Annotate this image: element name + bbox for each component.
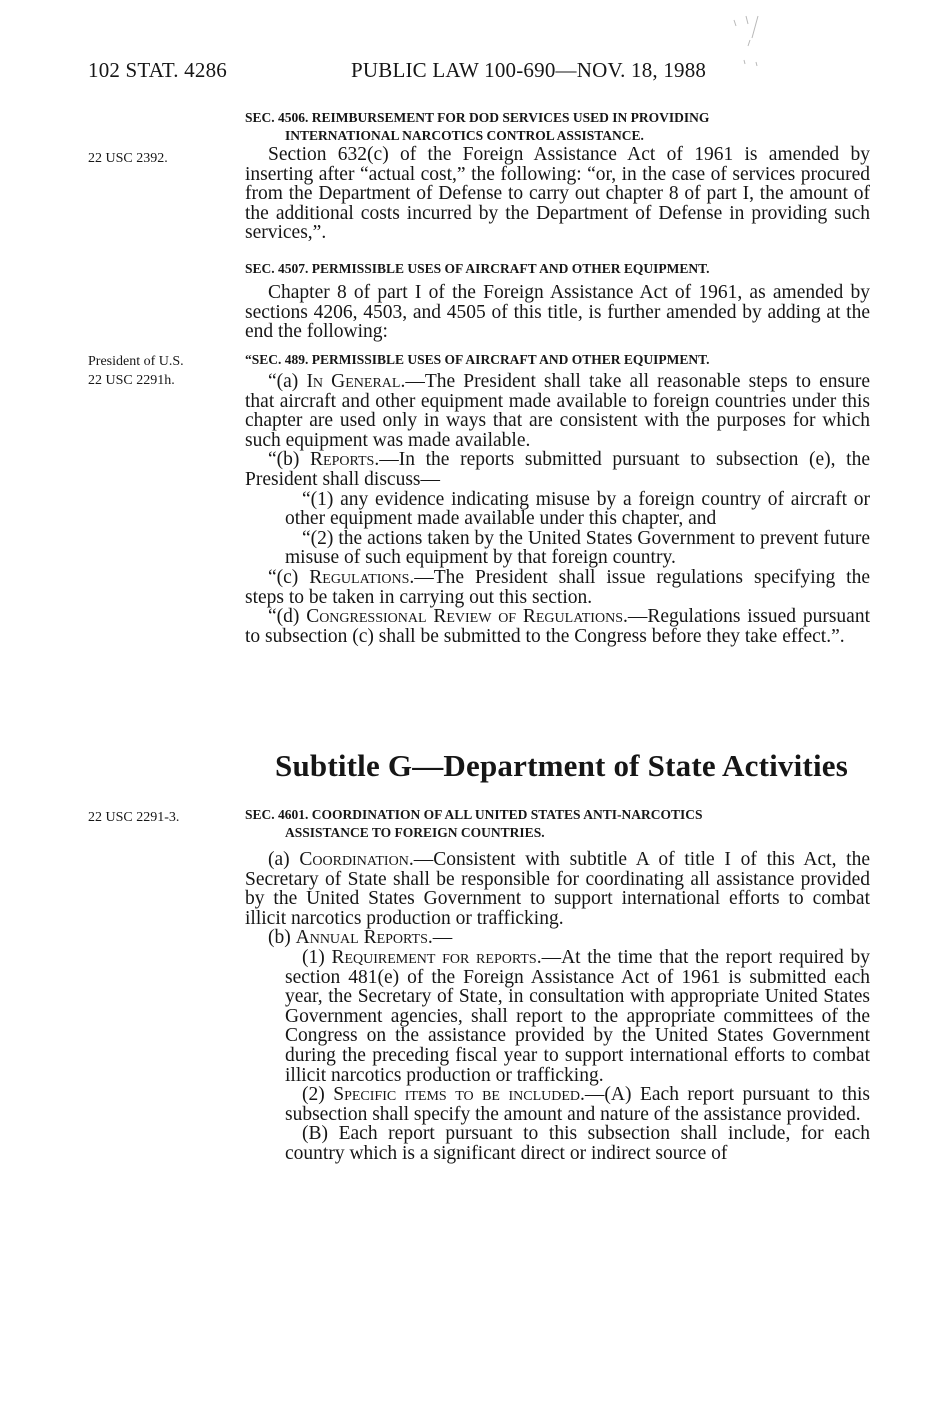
subparagraph-4601-b-2-B: (B) Each report pursuant to this subsection shall include, for each country which is a significant direct or indirect source of: [285, 1123, 870, 1164]
subsection-489-c-label: “(c): [268, 566, 310, 588]
section-4506-heading: [245, 109, 870, 145]
paragraph-4601-b-2-label: (2): [302, 1084, 334, 1106]
margin-note-president-line: President of U.S.: [88, 354, 184, 369]
subsection-489-d-caption: Congressional Review of Regulations: [306, 606, 623, 628]
paragraph-489-b-2: “(2) the actions taken by the United States Government to prevent future misuse of such equipment by that foreign country.: [285, 527, 870, 569]
subsection-489-d: [245, 607, 870, 646]
subsection-489-a: [245, 372, 870, 450]
margin-note-president: [88, 352, 184, 390]
subsection-4601-a-text: .—Consistent with subtitle A of title I of this Act, the Secretary of State shall be responsible for coordinating all assistance provided by the United States Government to support international efforts to combat illicit narcotics production or trafficking.: [245, 849, 870, 929]
section-4507-text: Chapter 8 of part I of the Foreign Assistance Act of 1961, as amended by sections 4206, 4503, and 4505 of this title, is further amended by adding at the end the following:: [245, 282, 870, 343]
paragraph-4601-b-1-label: (1): [302, 946, 332, 968]
subsection-489-a-text: .—The President shall take all reasonable steps to ensure that aircraft and other equipment made available to foreign countries under this chapter are used only in ways that are consistent with the purposes for which such equipment was made available.: [245, 371, 870, 451]
paragraph-4601-b-1-text: .—At the time that the report required by section 481(e) of the Foreign Assistance Act of 1961 is submitted each year, the Secretary of State, in consultation with appropriate United States Government agencies, shall report to the appropriate committees of the Congress on the assistance provided by the United States Government during the preceding fiscal year to support international efforts to combat illicit narcotics production or trafficking.: [285, 946, 870, 1086]
section-489-heading: “SEC. 489. PERMISSIBLE USES OF AIRCRAFT AND OTHER EQUIPMENT.: [245, 352, 710, 367]
section-4506-heading-line1: SEC. 4506. REIMBURSEMENT FOR DOD SERVICES USED IN PROVIDING: [245, 110, 710, 125]
section-4601-heading-line2: ASSISTANCE TO FOREIGN COUNTRIES.: [285, 825, 545, 840]
section-4506: [245, 109, 870, 243]
section-4506-text: Section 632(c) of the Foreign Assistance Act of 1961 is amended by inserting after “actual cost,” the following: “or, in the case of services procured from the Department of Defense to carry out chapter 8 of part I, the amount of the additional costs incurred by the Department of Defense in providing such services,”.: [245, 144, 870, 244]
margin-citation-2291-3: 22 USC 2291-3.: [88, 810, 180, 825]
subtitle-g-heading: Subtitle G—Department of State Activities: [275, 748, 848, 783]
section-489: [245, 351, 870, 646]
section-4507: [245, 260, 870, 342]
subsection-489-d-label: “(d): [268, 606, 307, 628]
subsection-4601-b: [245, 928, 870, 948]
section-4506-heading-line2: INTERNATIONAL NARCOTICS CONTROL ASSISTANCE.: [285, 128, 644, 143]
subsection-489-c-caption: Regulations: [309, 566, 410, 588]
subsection-489-b: [245, 450, 870, 489]
subsection-489-c: [245, 568, 870, 607]
subsection-489-b-caption: Reports: [310, 449, 375, 471]
subsection-489-b-text: .—In the reports submitted pursuant to subsection (e), the President shall discuss—: [245, 449, 870, 490]
subsection-4601-a-caption: Coordination: [299, 849, 409, 870]
subsection-489-d-text: .—Regulations issued pursuant to subsection (c) shall be submitted to the Congress before they take effect.”.: [245, 606, 870, 647]
running-header: PUBLIC LAW 100-690—NOV. 18, 1988: [351, 58, 707, 82]
paragraph-4601-b-1: [245, 948, 870, 1085]
section-4601: [245, 806, 870, 1164]
paragraph-4601-b-2-text: .—(A) Each report pursuant to this subsection shall specify the amount and nature of the assistance provided.: [285, 1084, 870, 1125]
paragraph-4601-b-2-caption: Specific items to be included: [333, 1084, 581, 1106]
section-4601-heading: [245, 806, 870, 842]
margin-citation-2291h: 22 USC 2291h.: [88, 373, 175, 388]
scan-mark: [730, 12, 760, 72]
subsection-489-c-text: .—The President shall issue regulations specifying the steps to be taken in carrying out this section.: [245, 566, 870, 608]
section-4507-heading: SEC. 4507. PERMISSIBLE USES OF AIRCRAFT AND OTHER EQUIPMENT.: [245, 261, 710, 276]
paragraph-4601-b-1-caption: Requirement for reports: [331, 946, 537, 968]
subsection-4601-a: [245, 850, 870, 928]
subsection-489-b-label: “(b): [268, 449, 311, 471]
subsection-4601-a-label: (a): [268, 849, 300, 870]
page-number: 102 STAT. 4286: [88, 58, 227, 82]
subsection-4601-b-caption: Annual Reports: [295, 927, 428, 949]
subsection-4601-b-label: (b): [268, 927, 296, 949]
margin-citation-2392: 22 USC 2392.: [88, 151, 168, 166]
subsection-4601-b-text: .—: [427, 927, 453, 949]
subsection-489-a-label: “(a): [268, 371, 307, 392]
section-4601-heading-line1: SEC. 4601. COORDINATION OF ALL UNITED STATES ANTI-NARCOTICS: [245, 807, 703, 822]
paragraph-4601-b-2: [245, 1085, 870, 1124]
paragraph-489-b-1: “(1) any evidence indicating misuse by a foreign country of aircraft or other equipment made available under this chapter, and: [285, 488, 870, 530]
subsection-489-a-caption: In General: [306, 371, 401, 392]
